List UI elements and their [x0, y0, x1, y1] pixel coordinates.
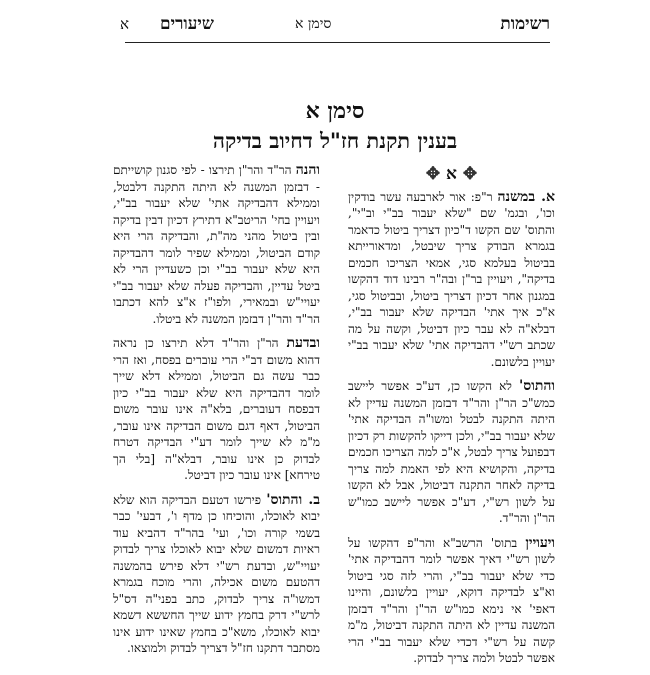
paragraph: [348, 189, 555, 371]
header-rule: [125, 42, 550, 43]
running-head: [120, 14, 550, 40]
running-head-series-title: שיעורים: [160, 14, 214, 34]
paragraph: [113, 492, 320, 657]
paragraph-lead: א. במשנה: [497, 188, 555, 205]
paragraph-text: לא הקשו כן, דע"כ אפשר ליישב כמש"כ הר"ן והר"ד דבזמן המשנה עדיין לא היתה התקנה לבטל ומשו"ה הבדיקה אתי' שלא יעבור בב"י, ולכן דייקו להקשות רק דכיון דבפועל צריך לבטל, א"כ למה הצריכו חכמים בדיקה, והקושיא היא לפי האמת למה צריך בדיקה לאחר התקנה דביטול, אבל לא הקשו על לשון רש"י, דע"כ אפשר ליישב כמו"ש הר"ן והר"ד.: [348, 379, 555, 525]
ornament-icon: ✥: [462, 164, 478, 184]
paragraph-lead: ויעויין: [525, 534, 555, 551]
ornament-icon: ✥: [425, 164, 441, 184]
paragraph-lead: ובדעת: [286, 335, 320, 351]
section-letter-heading: [348, 166, 555, 183]
paragraph: [348, 535, 555, 667]
topic-heading: בענין תקנת חז"ל דחיוב בדיקה: [212, 128, 458, 153]
running-head-book-title: רשימות: [500, 14, 550, 34]
paragraph-text: הר"ן והר"ד דלא תירצו כן נראה דהוא משום דב"י הרי עוברים בפסח, ואז הרי כבר עשה גם הביטול, וממילא דלא שייך לומר דהבדיקה היא שלא יעבור בב"י כיון דבפסח דעוברים, בלא"ה אינו עובר משום הביטול, דאף דגם משום הבדיקה אינו עובר, מ"מ לא שייך לומר דע"י הבדיקה דטרח לבדוק כן אינו עובר, דבלא"ה [בלי הך טירחא] אינו עובר כיון דביטל.: [113, 336, 320, 482]
running-head-siman: סימן א: [295, 16, 332, 32]
paragraph-text: בתוס' הרשב"א והר"פ דהקשו על לשון רש"י דאיך אפשר לומר דהבדיקה אתי' כדי שלא יעבור בב"י, והרי לזה סגי ביטול וא"צ לבדיקה דוקא, יעויין בלשונם, והיינו דאפי' אי נימא כמו"ש הר"ן והר"ד דבזמן המשנה עדיין לא היתה התקנה דביטול, מ"מ קשה על רש"י דכדי שלא יעבור בב"י הרי אפשר לבטל ולמה צריך לבדוק.: [348, 535, 555, 665]
siman-heading: סימן א: [305, 98, 365, 124]
paragraph: [348, 378, 555, 527]
page-number: א: [120, 15, 130, 33]
paragraph-lead: ב. והתוס': [266, 491, 320, 508]
paragraph-text: הר"ד והר"ן תירצו - לפי סגנון קושייתם - דבזמן המשנה לא היתה התקנה דלבטל, וממילא דהבדיקה אתי' שלא יעבור בב"י, ויעויין בחי' הריטב"א דתירץ דכיון דבין בדיקה ובין ביטול מהני מה"ת, והבדיקה הרי היא קודם הביטול, וממילא שפיר לומר דהבדיקה היא שלא יעבור בב"י וכן כשעדיין הרי לא ביטל עדיין, והבדיקה פעלה שלא יעבור בב"י יעויי"ש ובמאירי, ולפו"ז א"צ להא דכתבו הר"ד והר"ן דבזמן המשנה לא ביטלו.: [113, 163, 320, 326]
left-column: [113, 162, 320, 665]
paragraph-text: ר"פ: אור לארבעה עשר בודקין וכו', ובגמ' שם "שלא יעבור בב"י וב"י", והתוס' שם הקשו ד"כיון דצריך ביטול כדאמר בגמרא הבודק צריך שיבטל, ומדאורייתא בביטול בעלמא סגי, אמאי הצריכו חכמים בדיקה", ויעויין בר"ן ובה"ר רבינו דוד דהקשו במגנון אחר דכיון דצריך ביטול, ובביטול סגי, א"כ איך אתי' הבדיקה שלא יעבור בב"י, דבלא"ה לא עבר כיון דביטל, וקשה על מה שכתב רש"י דהבדיקה אתי' שלא יעבור בב"י יעויין בלשונם.: [348, 189, 555, 369]
paragraph: [113, 162, 320, 327]
paragraph-lead: והתוס': [518, 378, 555, 394]
paragraph-lead: והנה: [295, 162, 320, 178]
paragraph-text: פירשו דטעם הבדיקה הוא שלא יבוא לאוכלו, והוכיחו כן מדף ו', דבעי' כבר בשמי קורה וכו', ועי' בהר"ד דהביא עוד ראיות דמשום שלא יבוא לאוכלו צריך לבדוק יעויי"ש, ובדעת רש"י דלא פירש בהמשנה דהטעם משום אכילה, והרי מוכח בגמרא דמשו"ה צריך לבדוק, כתב בפני"ה דס"ל לרש"י דרק בחמץ ידוע שייך החששא דשמא יבוא לאוכלו, משא"כ בחמץ שאינו ידוע אינו מסתבר דתקנו חז"ל דצריך לבדוק ולמוצאו.: [113, 492, 320, 655]
section-letter: א: [446, 164, 457, 184]
paragraph: [113, 335, 320, 484]
right-column: [348, 162, 555, 675]
